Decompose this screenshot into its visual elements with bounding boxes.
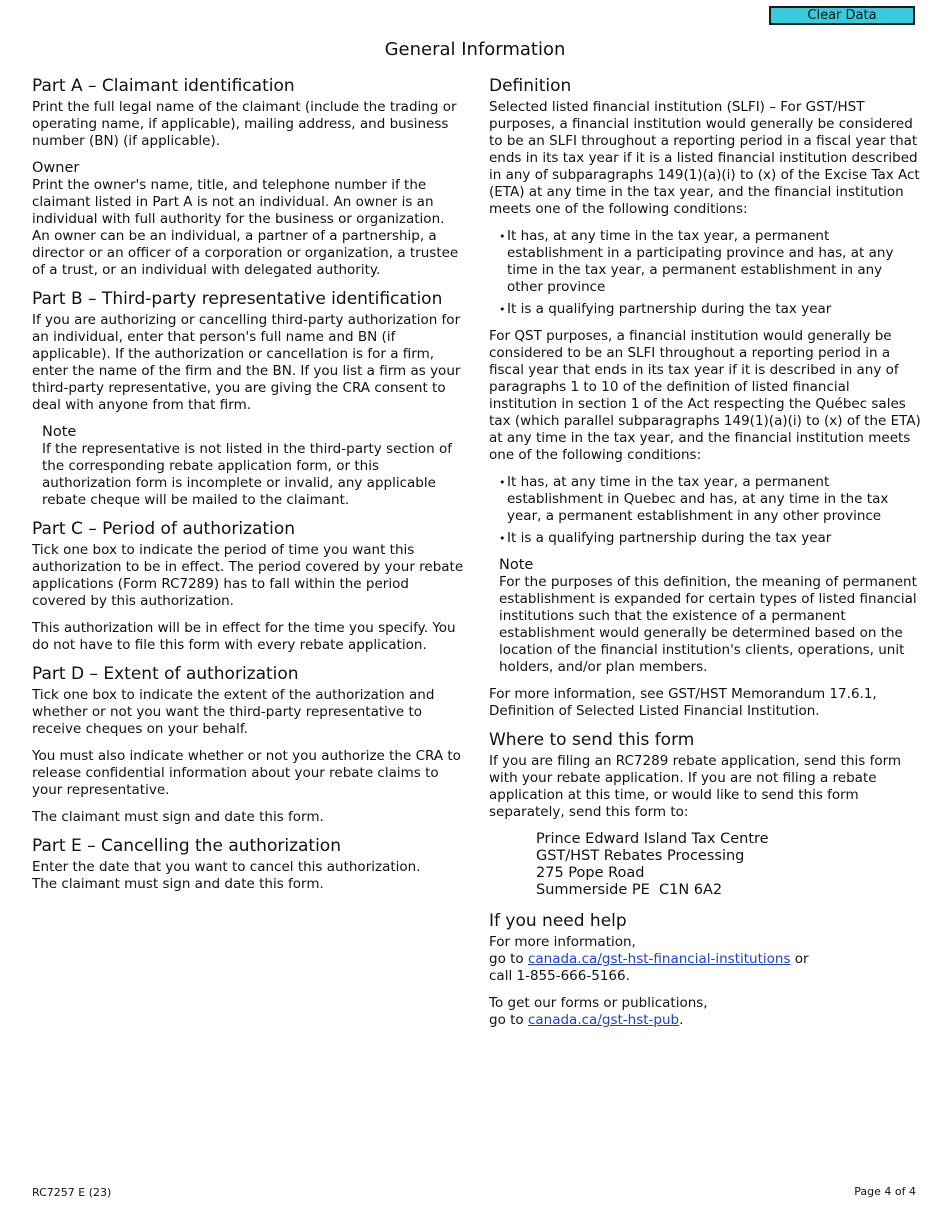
where-heading: Where to send this form <box>489 730 695 750</box>
help-line-2: To get our forms or publications, <box>489 995 708 1011</box>
definition-note-heading: Note <box>499 557 534 573</box>
definition-note <box>499 557 921 676</box>
part-b-section <box>32 289 464 509</box>
definition-more-info: For more information, see GST/HST Memorandum 17.6.1, Definition of Selected Listed Financial Institution. <box>489 686 877 719</box>
where-body: If you are filing an RC7289 rebate application, send this form with your rebate application. If you are not filing a rebate application at this time, or would like to send this form separately, send this form to: <box>489 753 902 820</box>
part-c-section <box>32 519 464 654</box>
help-period: . <box>679 1012 684 1028</box>
qst-intro: For QST purposes, a financial institution would generally be considered to be an SLFI throughout a reporting period in a fiscal year that ends in its tax year if it is described in any of paragraphs 1 to 10 of the definition of listed financial institution in section 1 of the Act respecting the Québec sales tax (which parallel subparagraphs 149(1)(a)(i) to (x) of the ETA) at any time in the tax year, and the financial institution meets one of the following conditions: <box>489 328 921 463</box>
part-b-heading: Part B – Third-party representative identification <box>32 289 443 309</box>
part-a-body: Print the full legal name of the claimant (include the trading or operating name, if applicable), mailing address, and business number (BN) (if applicable). <box>32 99 457 149</box>
part-c-body-2: This authorization will be in effect for the time you specify. You do not have to file this form with every rebate application. <box>32 620 456 653</box>
part-b-note <box>42 424 464 509</box>
owner-section <box>32 160 464 279</box>
part-d-body-2: You must also indicate whether or not you authorize the CRA to release confidential information about your rebate claims to your representative. <box>32 748 461 798</box>
help-heading: If you need help <box>489 911 627 931</box>
address-line: GST/HST Rebates Processing <box>536 848 745 864</box>
part-d-section <box>32 664 464 826</box>
part-c-body-1: Tick one box to indicate the period of time you want this authorization to be in effect. The period covered by your rebate applications (Form RC7289) has to fall within the period covered by this authorization. <box>32 542 464 609</box>
where-to-send-section <box>489 730 921 899</box>
part-c-heading: Part C – Period of authorization <box>32 519 295 539</box>
owner-heading: Owner <box>32 160 80 176</box>
list-item: • It is a qualifying partnership during the tax year <box>499 530 921 547</box>
help-goto-1: go to <box>489 951 528 967</box>
definition-note-body: For the purposes of this definition, the meaning of permanent establishment is expanded for certain types of listed financial institutions such that the existence of a permanent establishment would generally be determined based on the location of the financial institution's clients, operations, unit holders, and/or plan members. <box>499 574 917 675</box>
gst-conditions-list <box>489 228 921 318</box>
help-goto-2: go to <box>489 1012 528 1028</box>
definition-heading: Definition <box>489 76 572 96</box>
part-b-note-body: If the representative is not listed in the third-party section of the corresponding rebate application form, or this authorization form is incomplete or invalid, any applicable rebate cheque will be mailed to the claimant. <box>42 441 453 508</box>
part-e-section <box>32 836 464 893</box>
part-d-body-1: Tick one box to indicate the extent of the authorization and whether or not you want the third-party representative to receive cheques on your behalf. <box>32 687 435 737</box>
definition-intro: Selected listed financial institution (SLFI) – For GST/HST purposes, a financial institution would generally be considered to be an SLFI throughout a reporting period in a fiscal year that ends in its tax year if it is a listed financial institution described in any of subparagraphs 149(1)(a)(i) to (x) of the Excise Tax Act (ETA) at any time in the tax year, and the financial institution meets one of the following conditions: <box>489 99 920 217</box>
list-item: • It has, at any time in the tax year, a permanent establishment in a participating province and has, at any time in the tax year, a permanent establishment in any other province <box>499 228 921 296</box>
page-title: General Information <box>384 39 566 60</box>
left-column <box>32 76 464 903</box>
part-a-heading: Part A – Claimant identification <box>32 76 295 96</box>
list-item: • It is a qualifying partnership during the tax year <box>499 301 921 318</box>
definition-section <box>489 76 921 720</box>
part-a-section <box>32 76 464 150</box>
clear-data-button[interactable]: Clear Data <box>769 6 915 25</box>
part-b-note-heading: Note <box>42 424 77 440</box>
help-section <box>489 911 921 1029</box>
help-call: call 1-855-666-5166. <box>489 968 630 984</box>
form-identifier: RC7257 E (23) <box>32 1186 112 1199</box>
financial-institutions-link[interactable]: canada.ca/gst-hst-financial-institutions <box>527 951 791 967</box>
part-e-body-2: The claimant must sign and date this form. <box>32 876 324 892</box>
part-e-body-1: Enter the date that you want to cancel this authorization. <box>32 859 421 875</box>
owner-body: Print the owner's name, title, and telephone number if the claimant listed in Part A is not an individual. An owner is an individual with full authority for the business or organization. An owner can be an individual, a partner of a partnership, a director or an officer of a corporation or organization, a trustee of a trust, or an individual with delegated authority. <box>32 177 459 278</box>
qst-conditions-list <box>489 474 921 547</box>
part-d-body-3: The claimant must sign and date this form. <box>32 809 324 825</box>
address-line: Prince Edward Island Tax Centre <box>536 831 769 847</box>
page-number: Page 4 of 4 <box>854 1185 916 1198</box>
gst-hst-pub-link[interactable]: canada.ca/gst-hst-pub <box>527 1012 680 1028</box>
help-para-2 <box>489 995 921 1029</box>
right-column <box>489 76 921 1039</box>
help-line-1: For more information, <box>489 934 636 950</box>
help-or: or <box>790 951 809 967</box>
part-d-heading: Part D – Extent of authorization <box>32 664 299 684</box>
address-line: Summerside PE C1N 6A2 <box>536 882 723 898</box>
help-para-1 <box>489 934 921 985</box>
part-e-heading: Part E – Cancelling the authorization <box>32 836 341 856</box>
mailing-address <box>536 831 921 899</box>
address-line: 275 Pope Road <box>536 865 645 881</box>
list-item: • It has, at any time in the tax year, a permanent establishment in Quebec and has, at any time in the tax year, a permanent establishment in any other province <box>499 474 921 525</box>
part-b-body: If you are authorizing or cancelling third-party authorization for an individual, enter that person's full name and BN (if applicable). If the authorization or cancellation is for a firm, enter the name of the firm and the BN. If you list a firm as your third-party representative, you are giving the CRA consent to deal with anyone from that firm. <box>32 312 461 413</box>
